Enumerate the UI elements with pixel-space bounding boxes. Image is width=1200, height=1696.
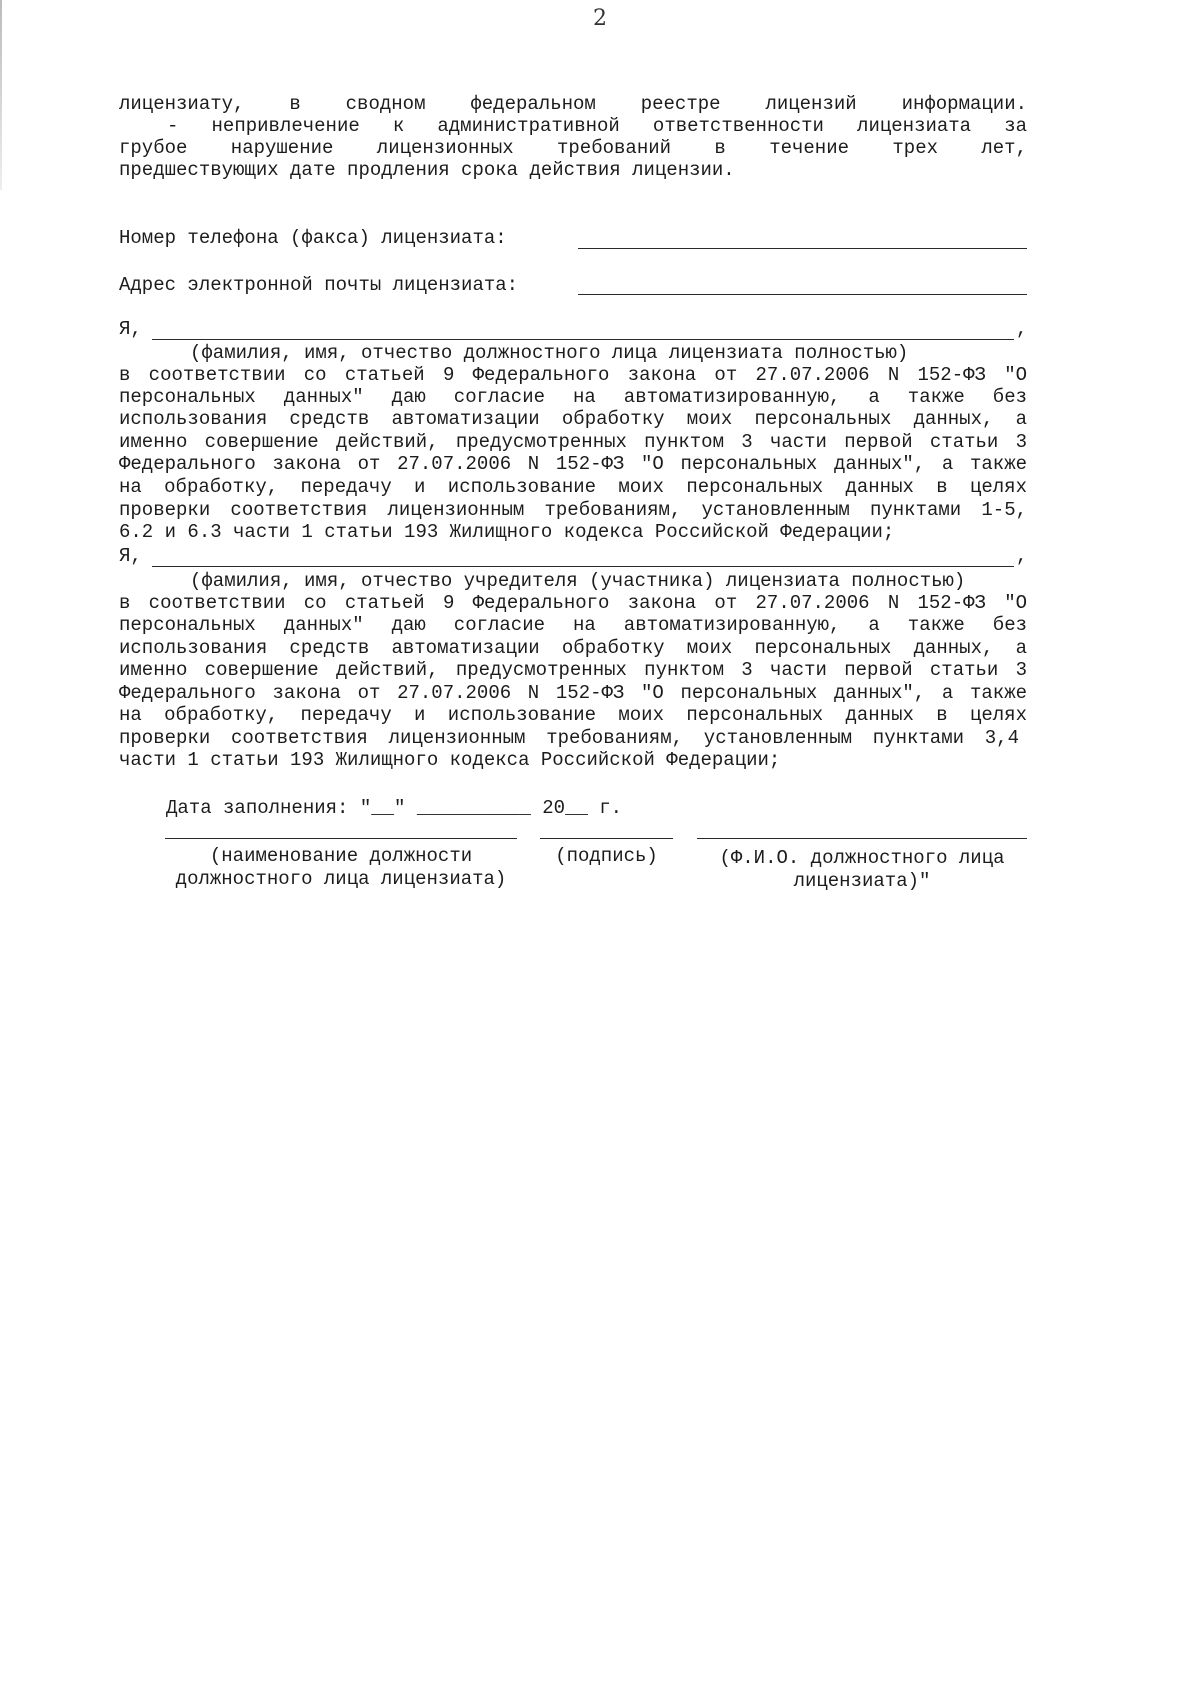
phone-field-line[interactable]	[578, 248, 1027, 249]
intro-line-2: - непривлечение к административной ответственности лицензиата за	[167, 115, 1027, 137]
official-name-caption: (фамилия, имя, отчество должностного лица лицензиата полностью)	[190, 342, 909, 364]
email-field-line[interactable]	[578, 294, 1027, 295]
name-caption-1: (Ф.И.О. должностного лица	[719, 847, 1005, 869]
page-number: 2	[593, 6, 607, 31]
intro-line-3: грубое нарушение лицензионных требований в течение трех лет,	[119, 137, 1027, 159]
official-consent-line-6: на обработку, передачу и использование моих персональных данных в целях	[119, 476, 1027, 498]
official-consent-line-4: именно совершение действий, предусмотренных пунктом 3 части первой статьи 3	[119, 431, 1027, 453]
signature-caption: (подпись)	[555, 845, 658, 867]
official-consent-line-2: персональных данных" даю согласие на автоматизированную, а также без	[119, 386, 1027, 408]
date-line: Дата заполнения: "__" __________ 20__ г.	[166, 797, 623, 819]
founder-consent-line-2: персональных данных" даю согласие на автоматизированную, а также без	[119, 614, 1027, 636]
position-field-line[interactable]	[165, 838, 517, 839]
name-caption-2: лицензиата)"	[793, 870, 931, 892]
position-caption-1: (наименование должности	[209, 845, 473, 867]
founder-name-caption: (фамилия, имя, отчество учредителя (участника) лицензиата полностью)	[190, 570, 966, 592]
official-consent-line-7: проверки соответствия лицензионным требованиям, установленным пунктами 1-5,	[119, 499, 1027, 521]
position-caption-2: должностного лица лицензиата)	[175, 868, 507, 890]
email-label: Адрес электронной почты лицензиата:	[119, 274, 519, 296]
founder-consent-line-5: Федерального закона от 27.07.2006 N 152-ФЗ "О персональных данных", а также	[119, 682, 1027, 704]
official-name-field-line[interactable]	[152, 339, 1014, 340]
founder-consent-line-1: в соответствии со статьей 9 Федерального закона от 27.07.2006 N 152-ФЗ "О	[119, 592, 1027, 614]
intro-line-4: предшествующих дате продления срока действия лицензии.	[119, 159, 735, 181]
founder-name-field-line[interactable]	[152, 566, 1014, 567]
official-name-prefix: Я,	[119, 318, 142, 340]
official-consent-line-5: Федерального закона от 27.07.2006 N 152-ФЗ "О персональных данных", а также	[119, 453, 1027, 475]
official-consent-line-8: 6.2 и 6.3 части 1 статьи 193 Жилищного кодекса Российской Федерации;	[119, 521, 895, 543]
founder-consent-line-7: проверки соответствия лицензионным требованиям, установленным пунктами 3,4	[119, 727, 1019, 749]
official-consent-line-1: в соответствии со статьей 9 Федерального закона от 27.07.2006 N 152-ФЗ "О	[119, 364, 1027, 386]
founder-consent-line-8: части 1 статьи 193 Жилищного кодекса Российской Федерации;	[119, 749, 781, 771]
intro-line-1: лицензиату, в сводном федеральном реестре лицензий информации.	[119, 93, 1027, 115]
founder-name-suffix: ,	[1016, 545, 1028, 567]
phone-label: Номер телефона (факса) лицензиата:	[119, 227, 507, 249]
founder-consent-line-3: использования средств автоматизации обработку моих персональных данных, а	[119, 637, 1027, 659]
name-field-line[interactable]	[697, 838, 1027, 839]
official-consent-line-3: использования средств автоматизации обработку моих персональных данных, а	[119, 408, 1027, 430]
signature-field-line[interactable]	[540, 838, 673, 839]
founder-consent-line-4: именно совершение действий, предусмотренных пунктом 3 части первой статьи 3	[119, 659, 1027, 681]
founder-consent-line-6: на обработку, передачу и использование моих персональных данных в целях	[119, 704, 1027, 726]
founder-name-prefix: Я,	[119, 545, 142, 567]
official-name-suffix: ,	[1016, 318, 1028, 340]
